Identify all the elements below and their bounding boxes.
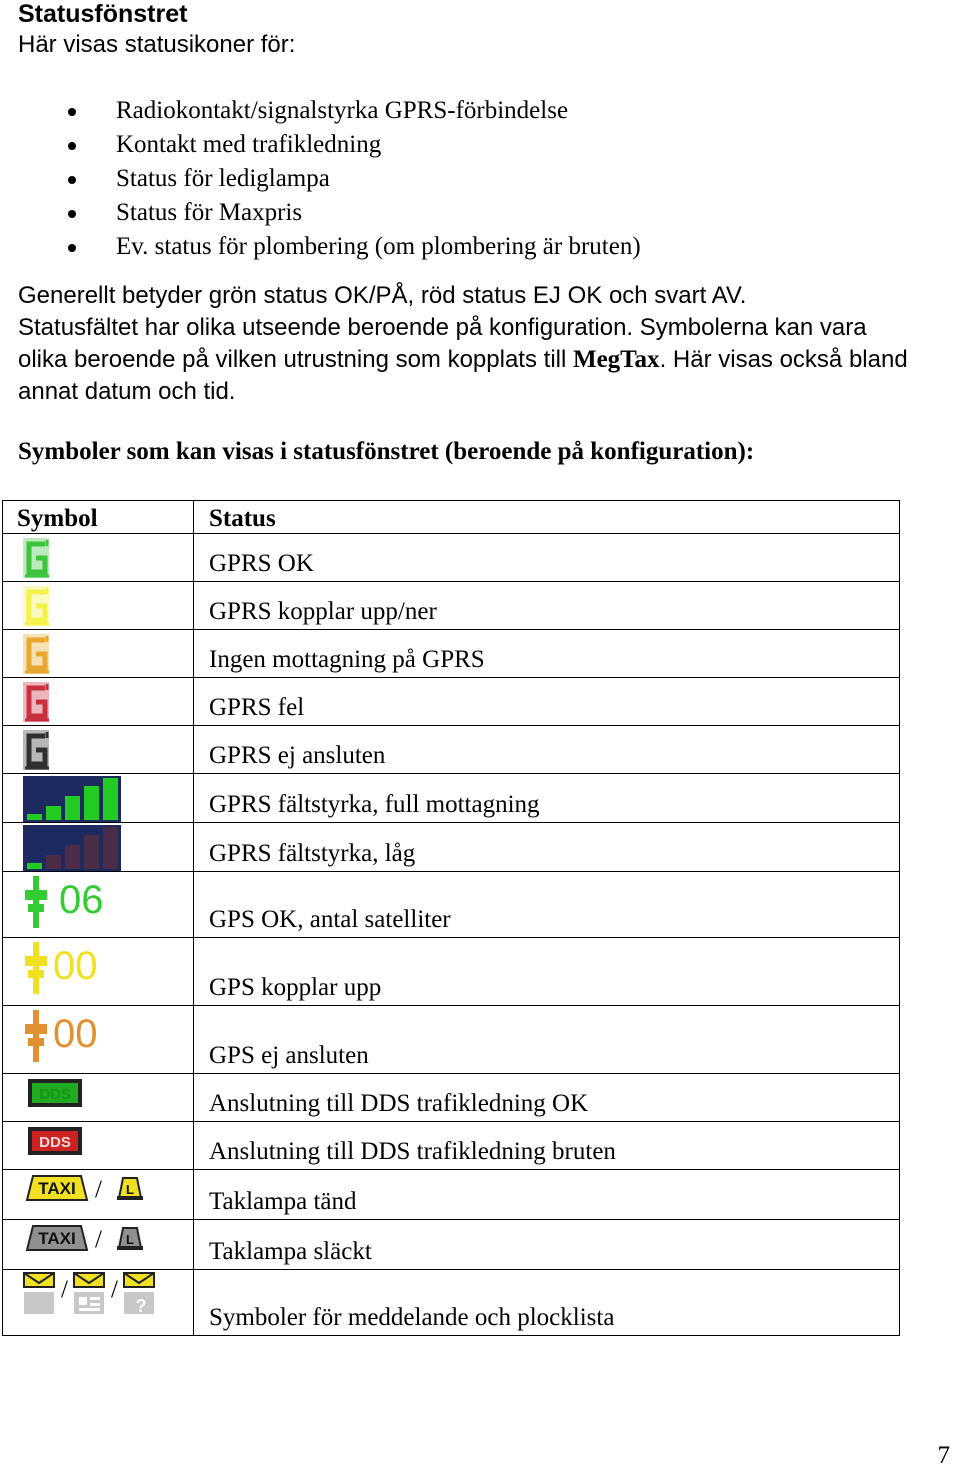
status-cell: GPS ej ansluten xyxy=(194,1006,900,1074)
gps-satellite-icon xyxy=(25,942,47,994)
separator: / xyxy=(111,1276,118,1303)
table-row xyxy=(3,678,900,726)
symbol-cell xyxy=(3,582,194,630)
intro-text: Här visas statusikoner för: xyxy=(18,31,296,58)
table-row xyxy=(3,1270,900,1336)
bullet-icon xyxy=(68,108,76,116)
dds-ok-icon xyxy=(27,1078,83,1108)
satellite-count: 00 xyxy=(53,944,98,988)
signal-full-icon xyxy=(23,776,121,822)
symbol-cell xyxy=(3,1122,194,1170)
message-icon xyxy=(23,1272,55,1316)
signal-low-icon xyxy=(23,825,121,871)
separator: / xyxy=(95,1176,102,1203)
gprs-g-icon xyxy=(21,584,55,628)
status-cell: GPS OK, antal satelliter xyxy=(194,872,900,938)
table-row xyxy=(3,823,900,872)
symbol-cell xyxy=(3,872,194,938)
status-cell: GPRS OK xyxy=(194,534,900,582)
table-row xyxy=(3,630,900,678)
symbol-cell xyxy=(3,823,194,872)
status-cell: GPRS fel xyxy=(194,678,900,726)
gprs-g-icon xyxy=(21,728,55,772)
svg-text:DDS: DDS xyxy=(39,1134,71,1151)
symbol-cell xyxy=(3,1170,194,1220)
satellite-count: 06 xyxy=(59,878,104,922)
status-cell: GPS kopplar upp xyxy=(194,938,900,1006)
config-note: Statusfältet har olika utseende beroende på konfiguration. Symbolerna kan vara olika beroende på vilken utrustning som kopplats till MegTax. Här visas också bland annat datum och tid. xyxy=(18,314,908,405)
status-cell: Symboler för meddelande och plocklista xyxy=(194,1270,900,1336)
status-cell: Anslutning till DDS trafikledning bruten xyxy=(194,1122,900,1170)
symbol-cell xyxy=(3,1220,194,1270)
symbol-cell xyxy=(3,1006,194,1074)
brand-name: MegTax xyxy=(572,346,660,373)
bullet-icon xyxy=(68,210,76,218)
table-heading: Symboler som kan visas i statusfönstret (beroende på konfiguration): xyxy=(18,438,755,465)
svg-text:TAXI: TAXI xyxy=(38,1179,76,1198)
svg-text:L: L xyxy=(126,1182,134,1197)
table-header-row xyxy=(3,501,900,534)
svg-text:L: L xyxy=(126,1232,134,1247)
status-cell: Ingen mottagning på GPRS xyxy=(194,630,900,678)
status-cell: Anslutning till DDS trafikledning OK xyxy=(194,1074,900,1122)
bullet-icon xyxy=(68,244,76,252)
page-title: Statusfönstret xyxy=(18,0,188,28)
roof-lamp-off-icon xyxy=(115,1222,145,1252)
gprs-g-icon xyxy=(21,680,55,724)
table-row xyxy=(3,938,900,1006)
list-item: Ev. status för plombering (om plombering är bruten) xyxy=(0,231,641,265)
gprs-g-icon xyxy=(21,632,55,676)
table-row xyxy=(3,726,900,774)
symbol-cell xyxy=(3,1074,194,1122)
separator: / xyxy=(61,1276,68,1303)
table-row xyxy=(3,1122,900,1170)
description-paragraph xyxy=(18,280,918,408)
gps-satellite-icon xyxy=(25,876,47,928)
question-icon xyxy=(123,1272,155,1316)
status-cell: Taklampa tänd xyxy=(194,1170,900,1220)
picklist-icon xyxy=(73,1272,105,1316)
table-row xyxy=(3,1006,900,1074)
list-item: Radiokontakt/signalstyrka GPRS-förbindelse xyxy=(0,95,641,129)
status-cell: GPRS ej ansluten xyxy=(194,726,900,774)
status-icon-list xyxy=(0,95,641,265)
roof-lamp-lit-icon xyxy=(115,1172,145,1202)
svg-text:TAXI: TAXI xyxy=(38,1229,76,1248)
symbol-cell xyxy=(3,534,194,582)
list-item: Kontakt med trafikledning xyxy=(0,129,641,163)
svg-text:?: ? xyxy=(135,1296,147,1316)
gps-satellite-icon xyxy=(25,1010,47,1062)
symbol-cell xyxy=(3,678,194,726)
bullet-icon xyxy=(68,176,76,184)
table-row xyxy=(3,534,900,582)
table-row xyxy=(3,1170,900,1220)
table-row xyxy=(3,1074,900,1122)
svg-text:DDS: DDS xyxy=(39,1086,71,1103)
color-meaning-line: Generellt betyder grön status OK/PÅ, röd status EJ OK och svart AV. xyxy=(18,282,747,309)
separator: / xyxy=(95,1226,102,1253)
status-cell: GPRS kopplar upp/ner xyxy=(194,582,900,630)
status-column-header: Status xyxy=(194,501,900,534)
list-item: Status för lediglampa xyxy=(0,163,641,197)
list-item: Status för Maxpris xyxy=(0,197,641,231)
gprs-g-icon xyxy=(21,536,55,580)
status-cell: GPRS fältstyrka, full mottagning xyxy=(194,774,900,823)
status-cell: Taklampa släckt xyxy=(194,1220,900,1270)
table-row xyxy=(3,872,900,938)
bullet-icon xyxy=(68,142,76,150)
symbol-table xyxy=(2,500,900,1336)
status-cell: GPRS fältstyrka, låg xyxy=(194,823,900,872)
symbol-cell xyxy=(3,726,194,774)
table-row xyxy=(3,1220,900,1270)
page-number: 7 xyxy=(937,1442,950,1469)
dds-broken-icon xyxy=(27,1126,83,1156)
symbol-cell xyxy=(3,938,194,1006)
symbol-column-header: Symbol xyxy=(3,501,194,534)
taxi-sign-off-icon xyxy=(23,1222,91,1252)
symbol-cell xyxy=(3,774,194,823)
table-row xyxy=(3,774,900,823)
symbol-cell xyxy=(3,1270,194,1336)
table-row xyxy=(3,582,900,630)
symbol-cell xyxy=(3,630,194,678)
satellite-count: 00 xyxy=(53,1012,98,1056)
taxi-sign-lit-icon xyxy=(23,1172,91,1202)
